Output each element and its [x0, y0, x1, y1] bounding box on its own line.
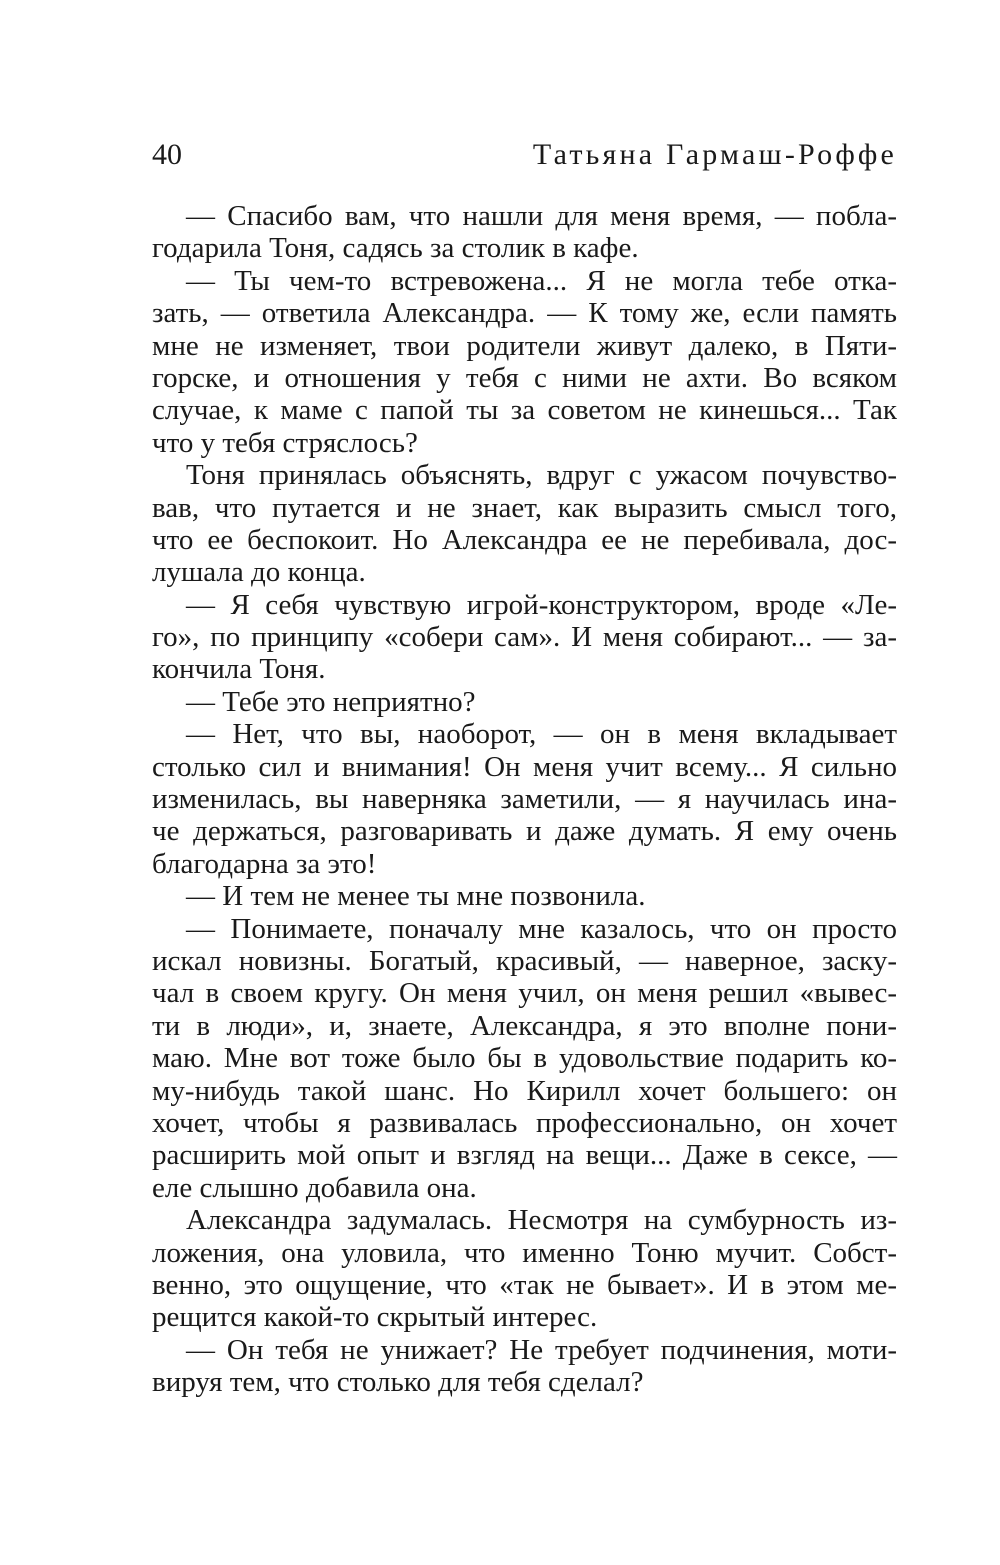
text-line: — Тебе это неприятно?: [186, 685, 476, 718]
text-line: хочет, чтобы я развивалась профессионально, он хочет: [152, 1106, 897, 1139]
paragraph: [152, 589, 897, 686]
header-author: Татьяна Гармаш-Роффе: [532, 138, 897, 171]
text-line: че держаться, разговаривать и даже думать. Я ему очень: [152, 815, 897, 848]
text-line: — Ты чем-то встревожена... Я не могла тебе отка-: [186, 264, 897, 297]
text-line: го», по принципу «собери сам». И меня собирают... — за-: [152, 621, 897, 654]
text-line: Тоня принялась объяснять, вдруг с ужасом почувство-: [186, 459, 897, 492]
text-line: — Спасибо вам, что нашли для меня время, — побла-: [186, 200, 897, 232]
text-line: рещится какой-то скрытый интерес.: [152, 1301, 598, 1334]
paragraph: [152, 200, 897, 265]
text-line: что ее беспокоит. Но Александра ее не перебивала, дос-: [152, 523, 897, 556]
text-line: — Нет, что вы, наоборот, — он в меня вкладывает: [186, 718, 897, 751]
paragraph: [152, 913, 897, 1205]
text-line: горске, и отношения у тебя с ними не ахти. Во всяком: [152, 361, 897, 394]
paragraph: [152, 880, 897, 912]
page-number: 40: [152, 138, 182, 171]
text-line: маю. Мне вот тоже было бы в удовольствие подарить ко-: [152, 1042, 897, 1075]
paragraph: [152, 459, 897, 589]
running-head: [152, 138, 897, 200]
text-line: благодарна за это!: [152, 847, 377, 880]
text-line: Александра задумалась. Несмотря на сумбурность из-: [186, 1204, 897, 1237]
book-page: [152, 138, 897, 1398]
text-line: искал новизны. Богатый, красивый, — наверное, заску-: [152, 944, 897, 977]
text-line: чал в своем кругу. Он меня учил, он меня решил «вывес-: [152, 977, 897, 1010]
text-line: изменилась, вы наверняка заметили, — я научилась ина-: [152, 783, 897, 816]
paragraph: [152, 718, 897, 880]
paragraph: [152, 686, 897, 718]
text-line: вируя тем, что столько для тебя сделал?: [152, 1366, 644, 1399]
text-line: — Понимаете, поначалу мне казалось, что он просто: [186, 912, 897, 945]
text-line: — Я себя чувствую игрой-конструктором, вроде «Ле-: [186, 588, 897, 621]
text-line: зать, — ответила Александра. — К тому же, если память: [152, 297, 897, 330]
text-line: му-нибудь такой шанс. Но Кирилл хочет большего: он: [152, 1074, 897, 1107]
paragraph: [152, 265, 897, 459]
text-line: годарила Тоня, садясь за столик в кафе.: [152, 232, 639, 265]
text-line: что у тебя стряслось?: [152, 426, 418, 459]
text-line: еле слышно добавила она.: [152, 1171, 477, 1204]
text-line: кончила Тоня.: [152, 653, 326, 686]
text-line: — И тем не менее ты мне позвонила.: [186, 880, 646, 913]
text-line: расширить мой опыт и взгляд на вещи... Даже в сексе, —: [152, 1139, 897, 1172]
paragraph: [152, 1334, 897, 1399]
text-line: — Он тебя не унижает? Не требует подчинения, моти-: [186, 1333, 897, 1366]
text-line: венно, это ощущение, что «так не бывает». И в этом ме-: [152, 1268, 897, 1301]
text-line: вав, что путается и не знает, как выразить смысл того,: [152, 491, 897, 524]
text-line: ти в люди», и, знаете, Александра, я это вполне пони-: [152, 1009, 897, 1042]
text-line: лушала до конца.: [152, 556, 366, 589]
text-line: столько сил и внимания! Он меня учит всему... Я сильно: [152, 750, 897, 783]
text-line: случае, к маме с папой ты за советом не кинешься... Так: [152, 394, 897, 427]
text-line: ложения, она уловила, что именно Тоню мучит. Собст-: [152, 1236, 897, 1269]
body-text: [152, 200, 897, 1398]
paragraph: [152, 1204, 897, 1334]
text-line: мне не изменяет, твои родители живут далеко, в Пяти-: [152, 329, 897, 362]
